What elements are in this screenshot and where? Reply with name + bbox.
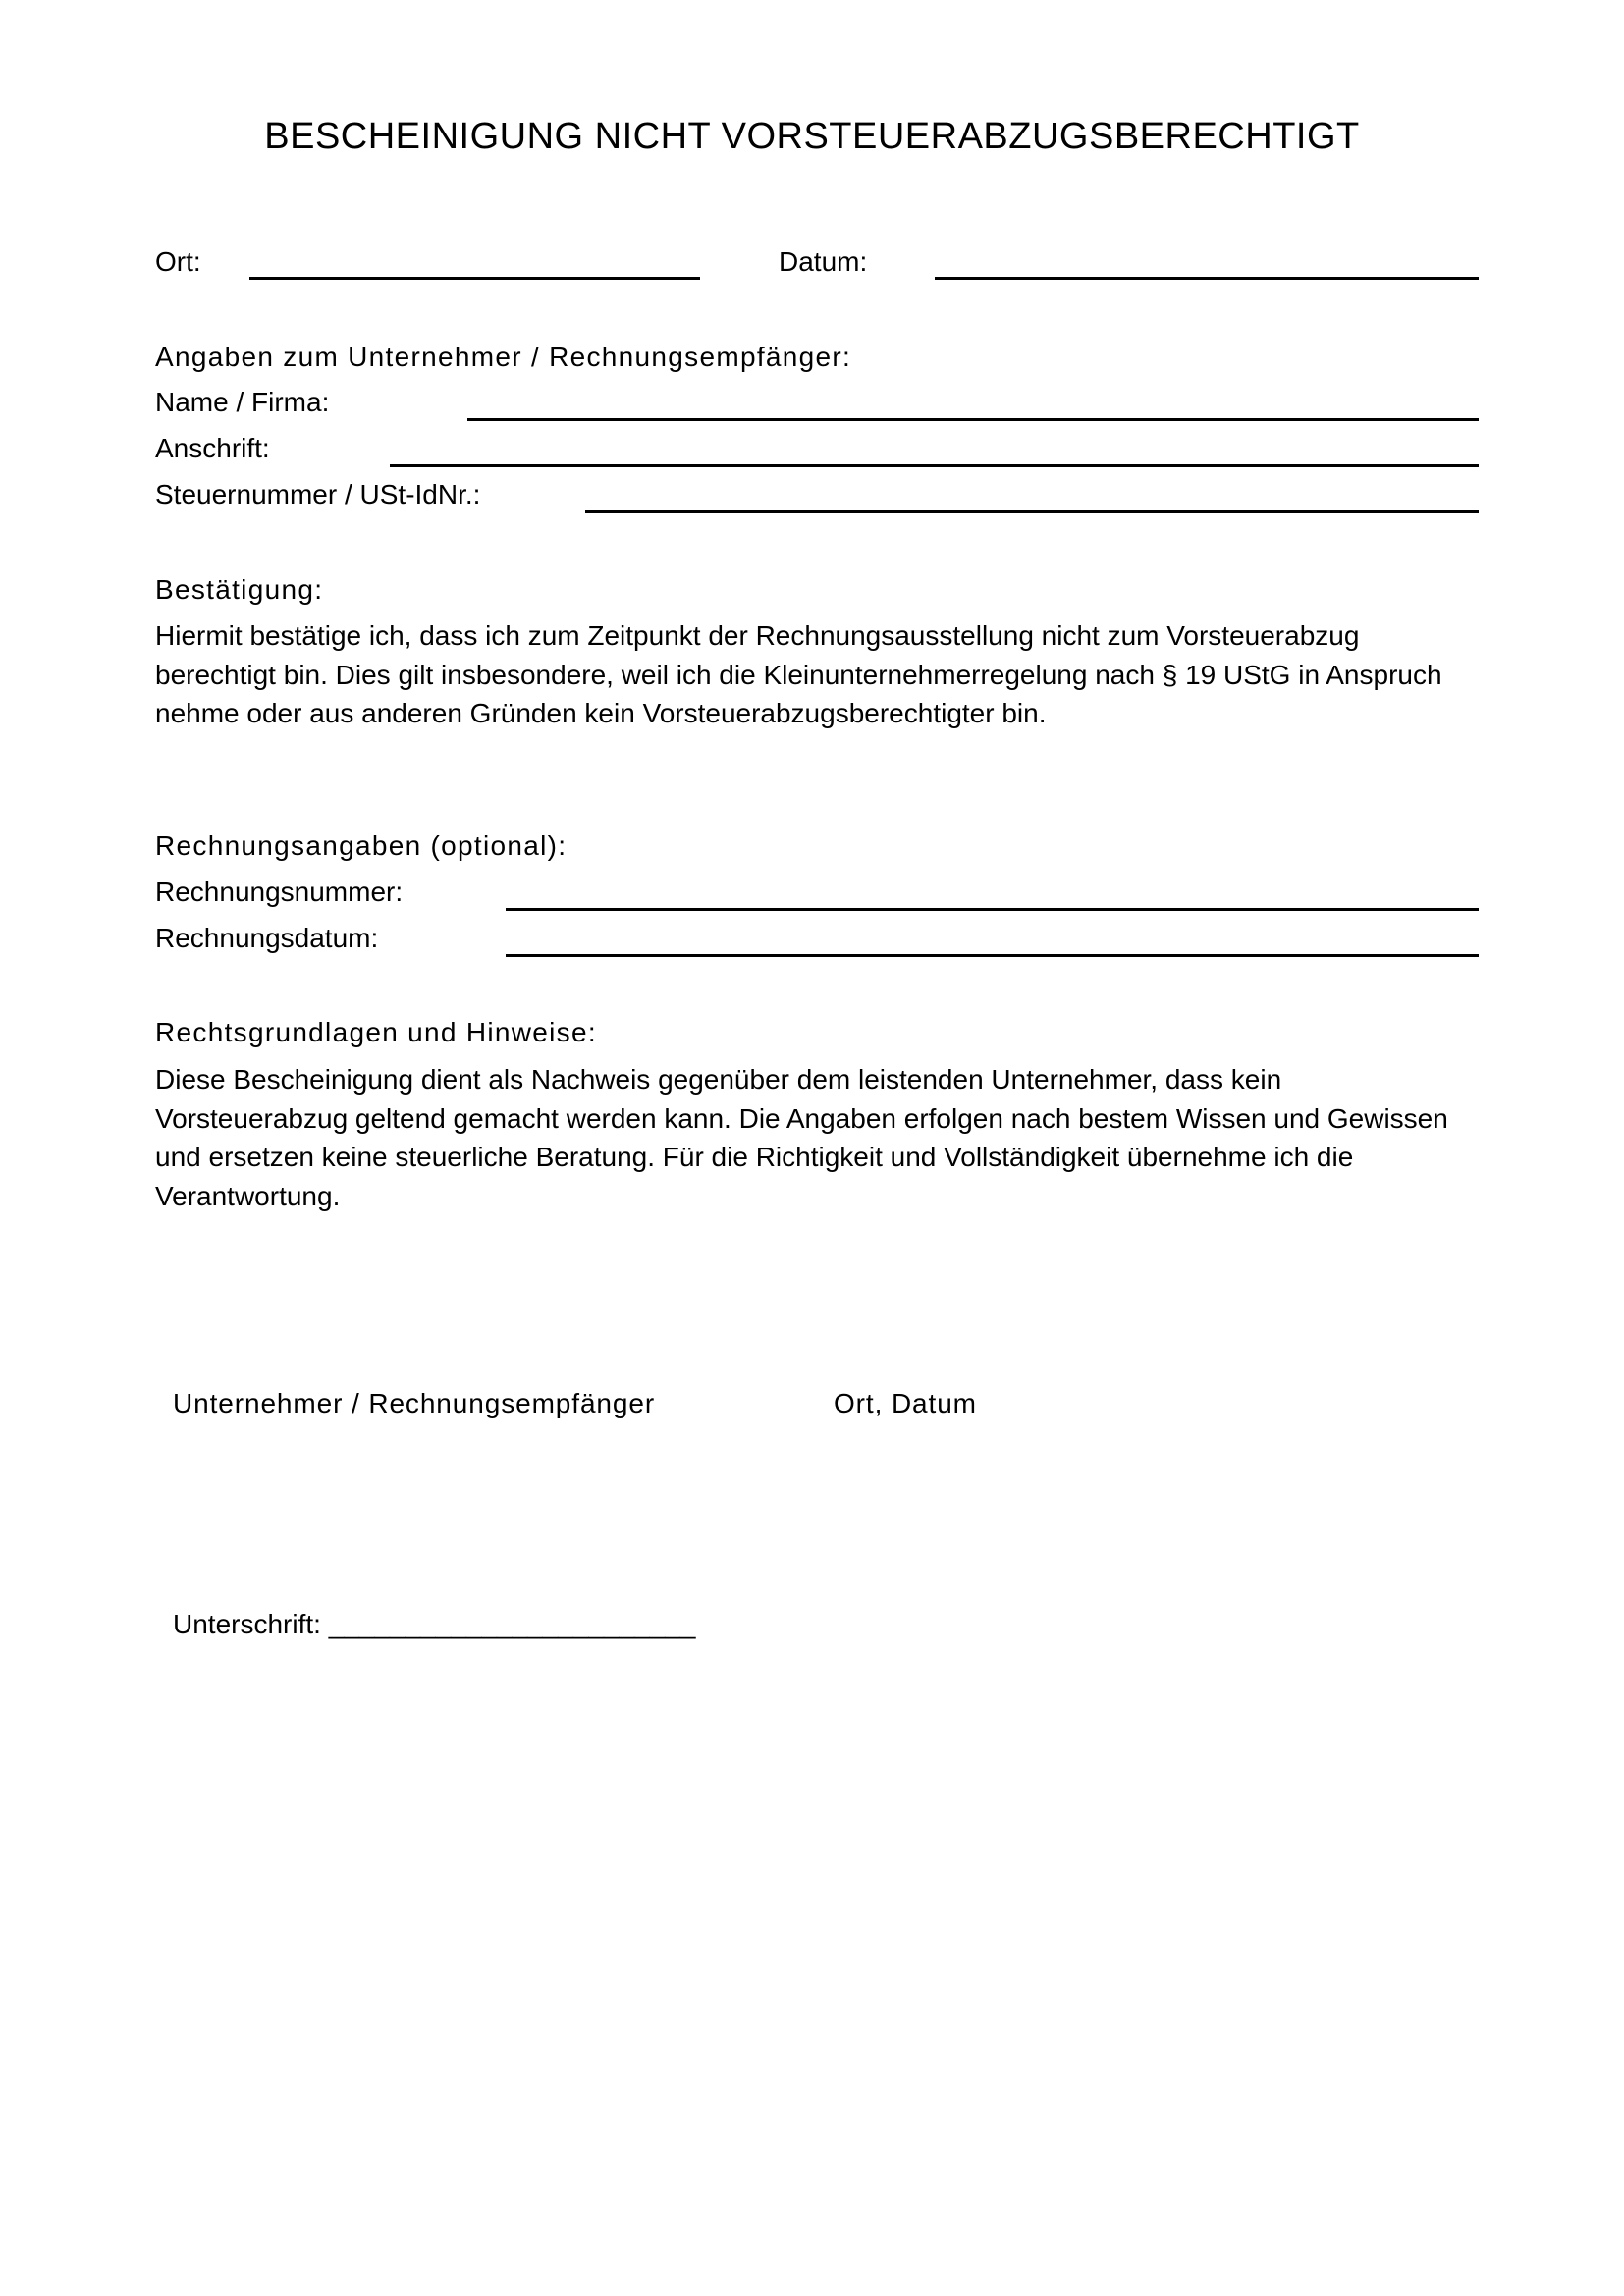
bestaetigung-line-3: nehme oder aus anderen Gründen kein Vorsteuerabzugsberechtigter bin. (155, 698, 1047, 728)
unternehmer-signature-caption: Unternehmer / Rechnungsempfänger (173, 1388, 656, 1418)
rechnung-heading: Rechnungsangaben (optional): (155, 830, 568, 861)
name-firma-label: Name / Firma: (155, 387, 330, 417)
bestaetigung-line-1: Hiermit bestätige ich, dass ich zum Zeitpunkt der Rechnungsausstellung nicht zum Vorsteuerabzug (155, 620, 1360, 651)
hinweise-paragraph (155, 1060, 1448, 1215)
steuernummer-label: Steuernummer / USt-IdNr.: (155, 479, 481, 509)
ort-label: Ort: (155, 246, 201, 277)
datum-field-line[interactable] (935, 277, 1479, 280)
rechnungsnummer-label: Rechnungsnummer: (155, 877, 404, 907)
anschrift-field-line[interactable] (390, 464, 1479, 467)
document-title: BESCHEINIGUNG NICHT VORSTEUERABZUGSBERECHTIGT (264, 116, 1360, 157)
rechnungsdatum-field-line[interactable] (506, 954, 1479, 957)
hinweise-line-3: und ersetzen keine steuerliche Beratung. Für die Richtigkeit und Vollständigkeit übernehme ich die (155, 1142, 1354, 1172)
anschrift-label: Anschrift: (155, 433, 270, 463)
hinweise-line-2: Vorsteuerabzug geltend gemacht werden kann. Die Angaben erfolgen nach bestem Wissen und Gewissen (155, 1102, 1448, 1134)
name-firma-field-line[interactable] (467, 418, 1479, 421)
rechnungsdatum-label: Rechnungsdatum: (155, 923, 379, 953)
bestaetigung-paragraph (155, 616, 1442, 733)
bestaetigung-line-2: berechtigt bin. Dies gilt insbesondere, weil ich die Kleinunternehmerregelung nach § 19 UStG in Anspruch (155, 659, 1442, 690)
bestaetigung-heading: Bestätigung: (155, 574, 324, 605)
steuernummer-field-line[interactable] (585, 510, 1479, 513)
hinweise-line-1: Diese Bescheinigung dient als Nachweis gegenüber dem leistenden Unternehmer, dass kein (155, 1064, 1282, 1095)
ort-datum-caption: Ort, Datum (834, 1388, 977, 1418)
hinweise-line-4: Verantwortung. (155, 1180, 341, 1211)
hinweise-heading: Rechtsgrundlagen und Hinweise: (155, 1017, 597, 1047)
ort-field-line[interactable] (249, 277, 700, 280)
unterschrift-field[interactable]: Unterschrift: ________________________ (173, 1609, 696, 1639)
datum-label: Datum: (779, 246, 868, 277)
unternehmer-heading: Angaben zum Unternehmer / Rechnungsempfänger: (155, 342, 852, 372)
rechnungsnummer-field-line[interactable] (506, 908, 1479, 911)
